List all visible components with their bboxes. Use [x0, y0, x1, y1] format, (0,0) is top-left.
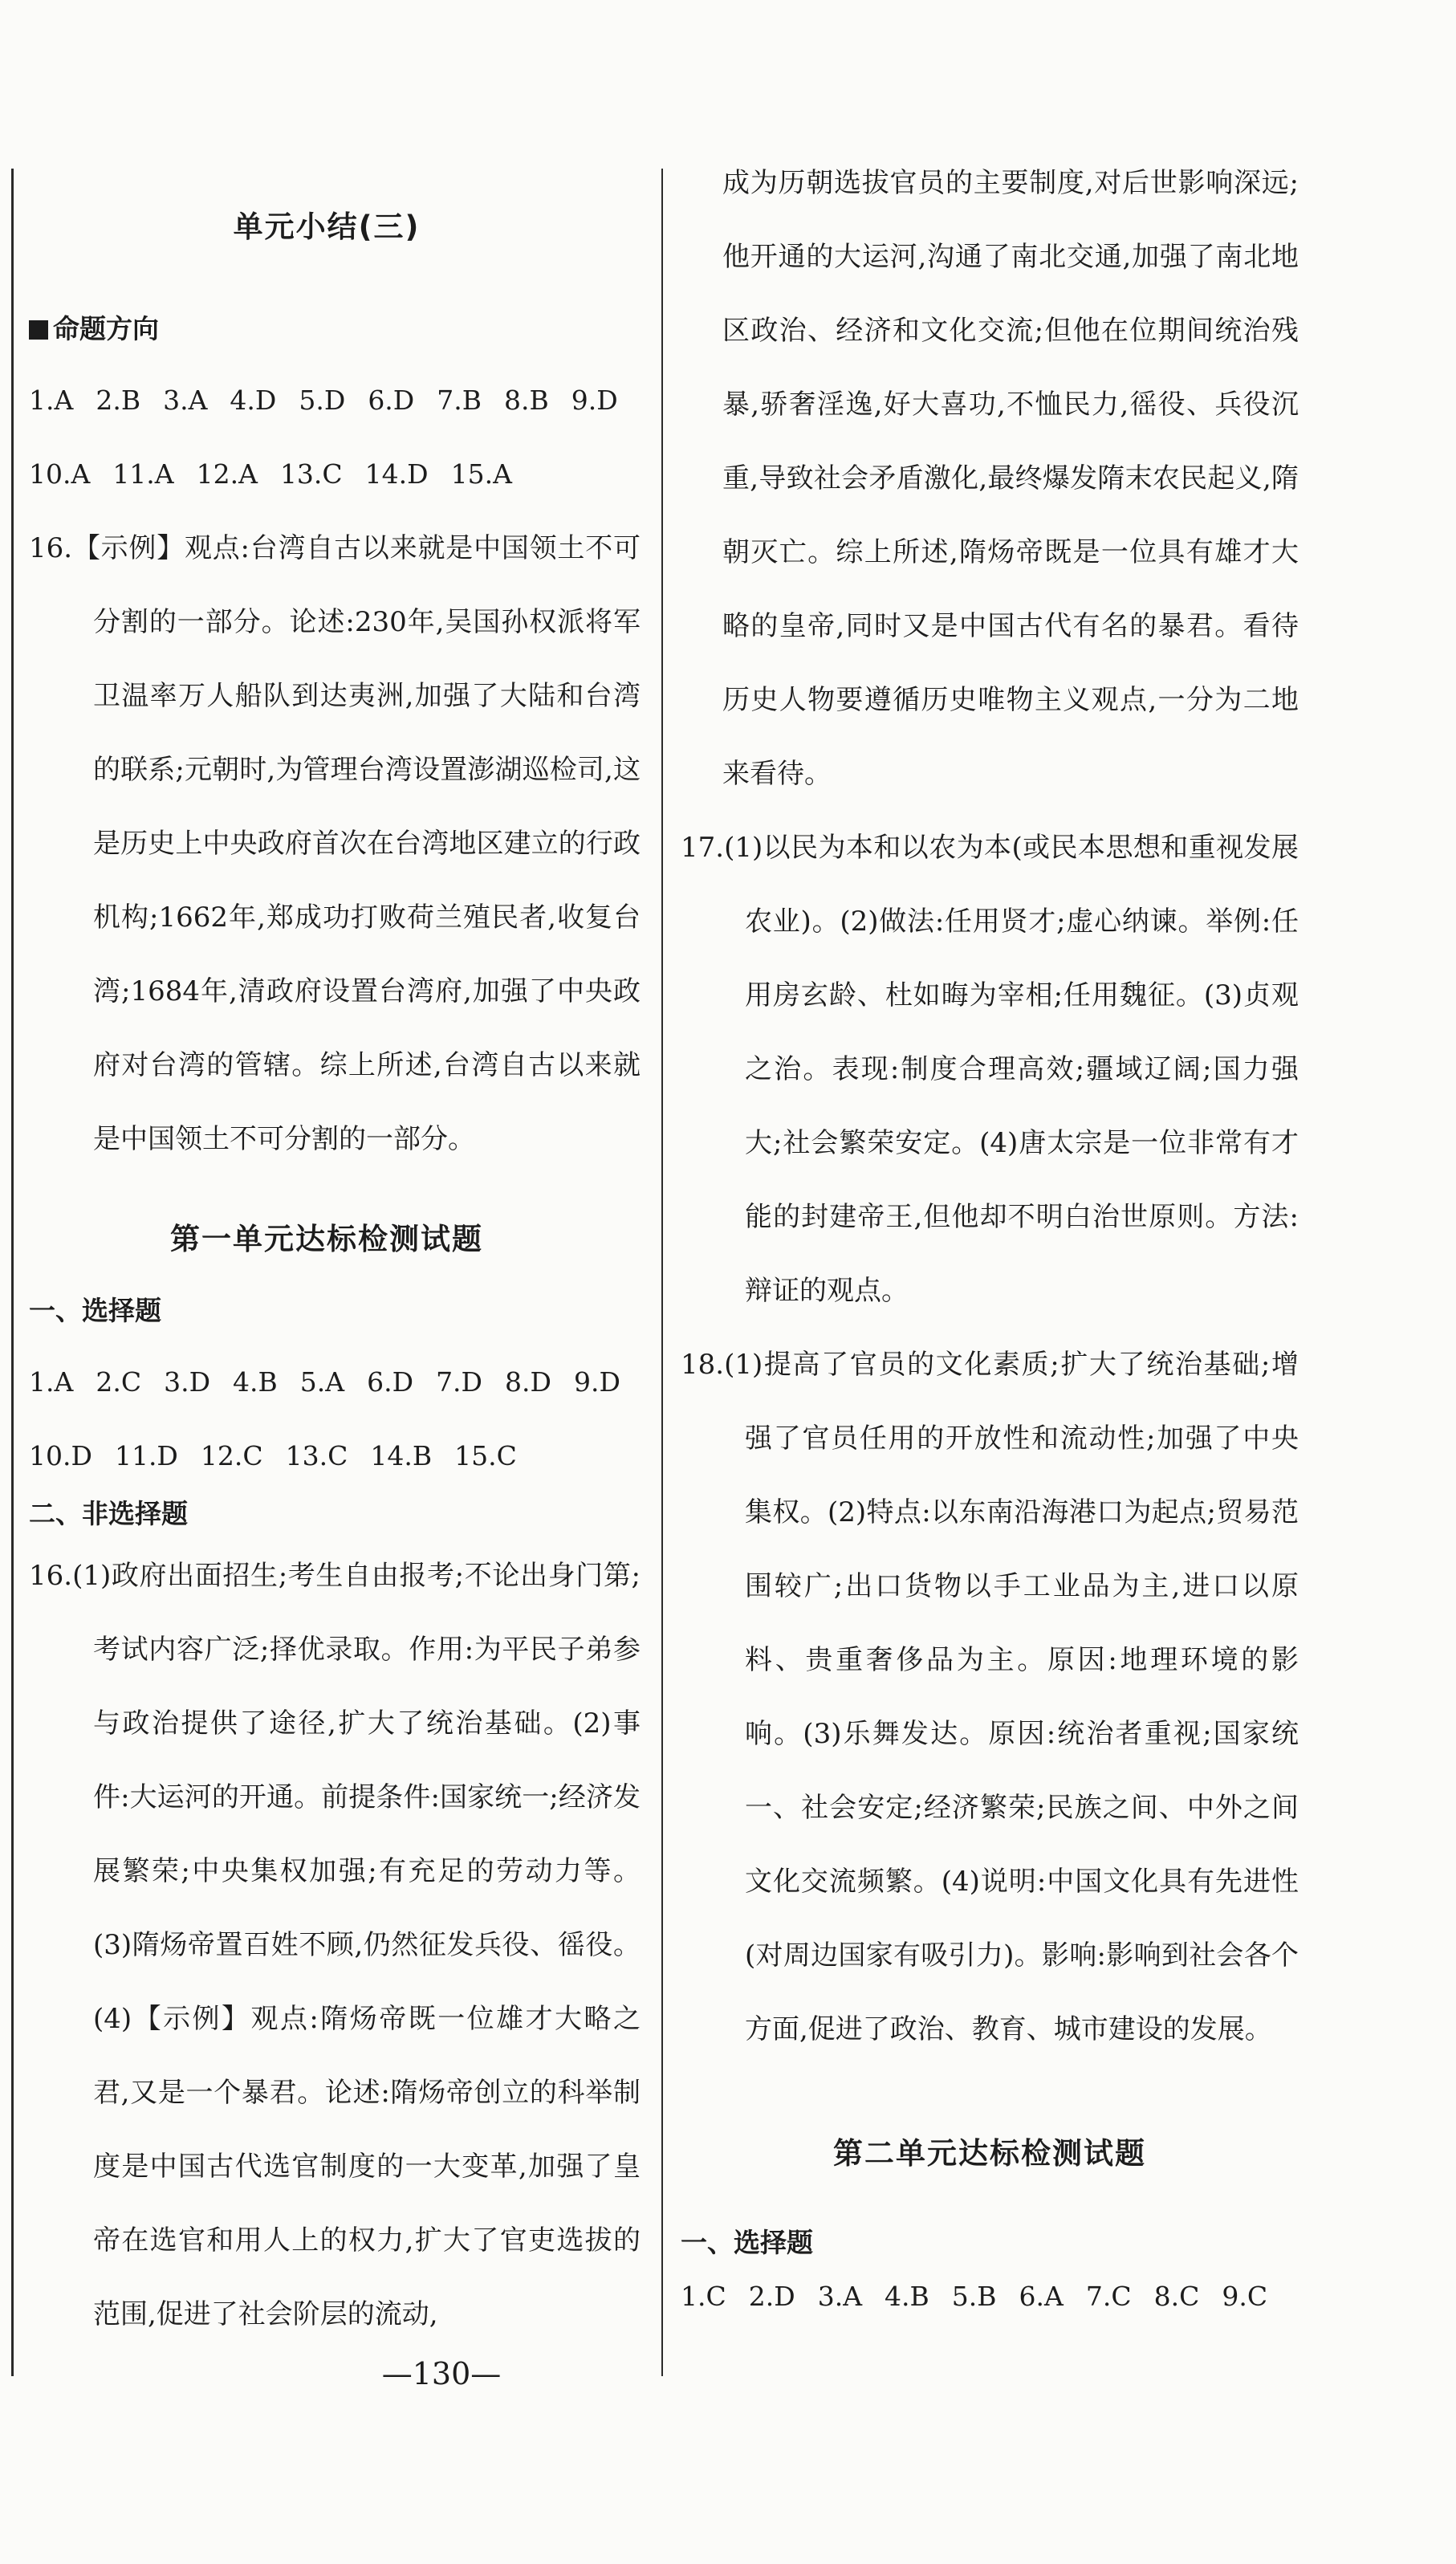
test1-answers-row-2 — [29, 1419, 641, 1493]
answer-item: 2.C — [96, 1366, 142, 1398]
column-divider — [661, 169, 663, 2376]
test1-answers-row-1 — [29, 1345, 641, 1419]
answer-item: 1.A — [29, 385, 74, 416]
answer-item: 15.A — [450, 458, 512, 490]
q16-summary-text: 16.【示例】观点:台湾自古以来就是中国领土不可分割的一部分。论述:230年,吴国孙权派将军卫温率万人船队到达夷洲,加强了大陆和台湾的联系;元朝时,为管理台湾设置澎湖巡检司,这是历史上中央政府首次在台湾地区建立的行政机构;1662年,郑成功打败荷兰殖民者,收复台湾;1684年,清政府设置台湾府,加强了中央政府对台湾的管辖。综上所述,台湾自古以来就是中国领土不可分割的一部分。 — [29, 532, 641, 1155]
q18-answer — [681, 1328, 1299, 2066]
answer-item: 3.D — [164, 1366, 211, 1398]
answer-item: 8.C — [1153, 2281, 1200, 2312]
answer-item: 7.C — [1085, 2281, 1132, 2312]
left-column — [13, 153, 641, 2351]
answer-item: 5.D — [299, 385, 346, 416]
q17-text: 17.(1)以民为本和以农为本(或民本思想和重视发展农业)。(2)做法:任用贤才;虚心纳谏。举例:任用房玄龄、杜如晦为宰相;任用魏征。(3)贞观之治。表现:制度合理高效;疆域辽阔;国力强大;社会繁荣安定。(4)唐太宗是一位非常有才能的封建帝王,但他却不明白治世原则。方法:辩证的观点。 — [681, 832, 1299, 1307]
answer-item: 1.A — [29, 1366, 74, 1398]
answer-item: 3.A — [817, 2281, 863, 2312]
answers-row-2 — [29, 438, 641, 511]
answer-item: 11.A — [112, 458, 174, 490]
answer-item: 10.A — [29, 458, 91, 490]
q16-continuation — [681, 146, 1299, 811]
answer-item: 9.D — [573, 1366, 620, 1398]
answer-item: 6.A — [1019, 2281, 1064, 2312]
answers-row-1 — [29, 364, 641, 438]
answer-item: 14.B — [370, 1440, 433, 1471]
answer-item: 4.B — [885, 2281, 929, 2312]
section-direction — [29, 308, 641, 346]
answer-item: 6.D — [368, 385, 415, 416]
answer-item: 8.D — [505, 1366, 551, 1398]
answer-item: 12.A — [196, 458, 258, 490]
answer-item: 9.D — [571, 385, 618, 416]
page-number: —130— — [381, 2356, 502, 2391]
test1-nonchoice-heading: 二、非选择题 — [29, 1498, 188, 1529]
answer-item: 7.D — [436, 1366, 483, 1398]
answer-item: 5.B — [951, 2281, 997, 2312]
test2-choice-heading: 一、选择题 — [681, 2227, 813, 2258]
answer-item: 2.D — [748, 2281, 795, 2312]
test2-title: 第二单元达标检测试题 — [833, 2136, 1146, 2171]
answer-item: 2.B — [96, 385, 141, 416]
q17-answer — [681, 811, 1299, 1328]
answer-item: 11.D — [114, 1440, 178, 1471]
answer-item: 6.D — [367, 1366, 414, 1398]
answer-item: 5.A — [299, 1366, 345, 1398]
q18-text: 18.(1)提高了官员的文化素质;扩大了统治基础;增强了官员任用的开放性和流动性;加强了中央集权。(2)特点:以东南沿海港口为起点;贸易范围较广;出口货物以手工业品为主,进口以原料、贵重奢侈品为主。原因:地理环境的影响。(3)乐舞发达。原因:统治者重视;国家统一、社会安定;经济繁荣;民族之间、中外之间文化交流频繁。(4)说明:中国文化具有先进性(对周边国家有吸引力)。影响:影响到社会各个方面,促进了政治、教育、城市建设的发展。 — [681, 1349, 1299, 2045]
answer-item: 15.C — [454, 1440, 517, 1471]
answer-item: 13.C — [279, 458, 343, 490]
answer-item: 14.D — [364, 458, 429, 490]
q16-continuation-text: 成为历朝选拔官员的主要制度,对后世影响深远;他开通的大运河,沟通了南北交通,加强了南北地区政治、经济和文化交流;但他在位期间统治残暴,骄奢淫逸,好大喜功,不恤民力,徭役、兵役沉重,导致社会矛盾激化,最终爆发隋末农民起义,隋朝灭亡。综上所述,隋炀帝既是一位具有雄才大略的皇帝,同时又是中国古代有名的暴君。看待历史人物要遵循历史唯物主义观点,一分为二地来看待。 — [722, 167, 1299, 790]
summary-title: 单元小结(三) — [233, 210, 421, 244]
test1-choice-heading: 一、选择题 — [29, 1295, 161, 1326]
answer-item: 9.C — [1222, 2281, 1268, 2312]
right-column — [681, 153, 1299, 2334]
answer-item: 3.A — [163, 385, 208, 416]
answer-item: 1.C — [681, 2281, 726, 2312]
q16-summary-answer — [29, 511, 641, 1176]
answer-item: 7.B — [437, 385, 482, 416]
q16-test1-text: 16.(1)政府出面招生;考生自由报考;不论出身门第;考试内容广泛;择优录取。作用:为平民子弟参与政治提供了途径,扩大了统治基础。(2)事件:大运河的开通。前提条件:国家统一;经济发展繁荣;中央集权加强;有充足的劳动力等。(3)隋炀帝置百姓不顾,仍然征发兵役、徭役。(4)【示例】观点:隋炀帝既一位雄才大略之君,又是一个暴君。论述:隋炀帝创立的科举制度是中国古代选官制度的一大变革,加强了皇帝在选官和用人上的权力,扩大了官吏选拔的范围,促进了社会阶层的流动, — [29, 1560, 641, 2330]
answer-item: 12.C — [200, 1440, 263, 1471]
answer-item: 10.D — [29, 1440, 92, 1471]
answer-item: 4.D — [230, 385, 277, 416]
square-bullet-icon — [29, 320, 48, 340]
answer-item: 13.C — [285, 1440, 348, 1471]
answer-item: 8.B — [504, 385, 549, 416]
section-direction-label: 命题方向 — [53, 313, 159, 344]
test1-title: 第一单元达标检测试题 — [170, 1222, 483, 1256]
q16-test1-answer — [29, 1539, 641, 2351]
answer-item: 4.B — [233, 1366, 278, 1398]
test2-answers-row-1 — [681, 2260, 1299, 2334]
